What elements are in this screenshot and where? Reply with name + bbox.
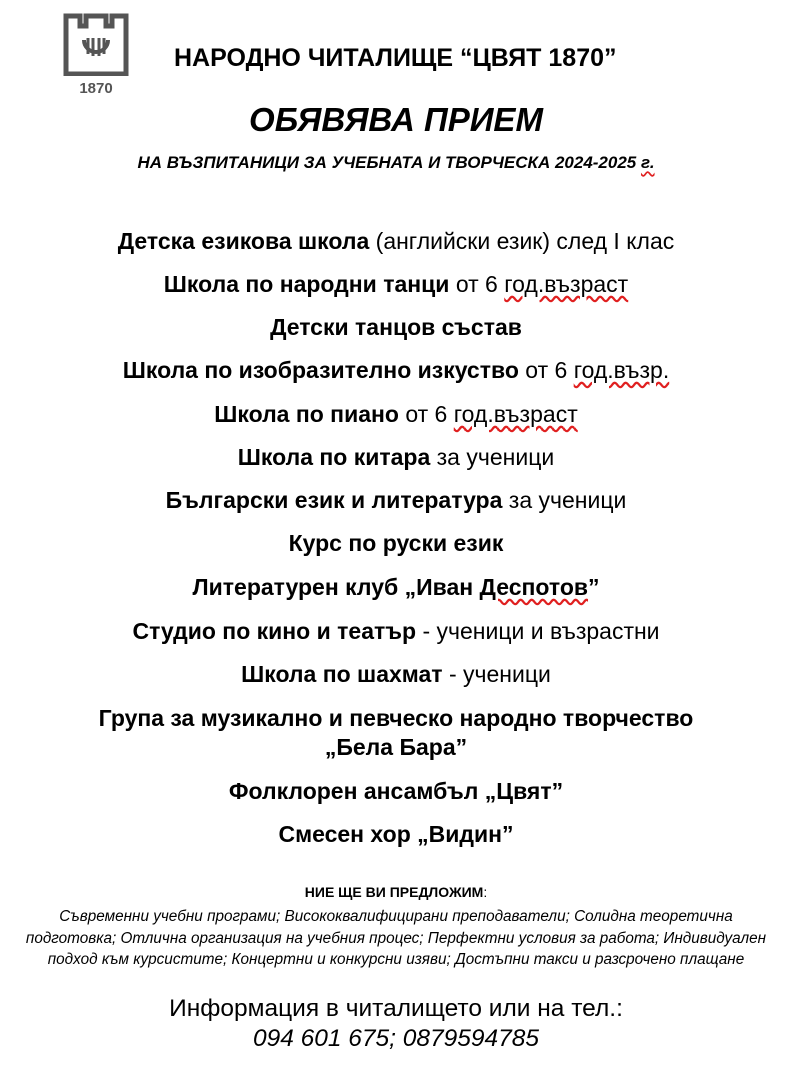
page-subtitle [0,153,792,173]
course-detail: от 6 [398,401,454,427]
course-item [0,442,792,485]
organization-name: НАРОДНО ЧИТАЛИЩЕ “ЦВЯТ 1870” [174,44,617,72]
contact-info: Информация в читалището или на тел.: [169,995,623,1022]
course-age: год.възраст [504,271,629,297]
offer-title [0,884,792,900]
course-item [0,572,792,616]
course-title: Фолклорен ансамбъл „Цвят” [228,778,564,804]
course-item [0,399,792,442]
course-title: Литературен клуб „Иван [192,574,480,600]
course-item [0,703,792,732]
course-item [0,776,792,819]
course-title: Детска езикова школа [117,228,370,254]
course-item [0,312,792,355]
offer-title-text: НИЕ ЩЕ ВИ ПРЕДЛОЖИМ [304,884,484,900]
contact-phones: 094 601 675; 0879594785 [252,1025,540,1052]
course-item [0,355,792,399]
course-title: Школа по китара [237,444,431,470]
course-age: год.възраст [453,401,578,427]
course-detail: - ученици и възрастни [416,618,660,644]
course-item [0,819,792,862]
course-title: Смесен хор „Видин” [278,821,514,847]
offer-text: Съвременни учебни програми; Висококвалифицирани преподаватели; Солидна теоретична подготовка; Отлична организация на учебния процес; Перфектни условия за работа; Индивидуален подход към курсистите; Концертни и конкурсни изяви; Достъпни такси и разсрочено плащане [25,908,767,968]
page-title: ОБЯВЯВА ПРИЕМ [249,101,543,138]
course-detail: от 6 [449,271,505,297]
course-item [0,269,792,312]
course-item [0,226,792,269]
course-title-name: Деспотов [479,574,589,600]
course-detail: за ученици [430,444,555,470]
course-item [0,485,792,528]
course-item [0,659,792,703]
course-title: Школа по народни танци [163,271,450,297]
course-title: Български език и литература [165,487,503,513]
course-title: Студио по кино и театър [132,618,417,644]
offer-title-colon: : [483,884,488,900]
course-title: Школа по шахмат [241,661,443,687]
course-list [0,226,792,862]
course-title: „Бела Бара” [324,734,468,760]
subtitle-main: НА ВЪЗПИТАНИЦИ ЗА УЧЕБНАТА И ТВОРЧЕСКА 2024-2025 [137,153,641,172]
course-age: год.възр. [573,357,670,383]
course-detail: от 6 [518,357,574,383]
course-title: Детски танцов състав [270,314,522,340]
course-title: Курс по руски език [288,530,504,556]
course-detail: - ученици [442,661,551,687]
logo [62,12,130,76]
logo-year: 1870 [79,80,113,97]
course-title-quote: ” [588,574,600,600]
chitalishte-building-logo-icon [62,12,130,76]
course-title: Школа по изобразително изкуство [122,357,519,383]
subtitle-suffix: г. [640,153,655,172]
course-item [0,616,792,659]
course-detail: (английски език) след І клас [369,228,675,254]
course-item [0,732,792,776]
course-title: Група за музикално и певческо народно творчество [98,705,694,731]
course-item [0,528,792,572]
course-detail: за ученици [502,487,627,513]
course-title: Школа по пиано [214,401,399,427]
